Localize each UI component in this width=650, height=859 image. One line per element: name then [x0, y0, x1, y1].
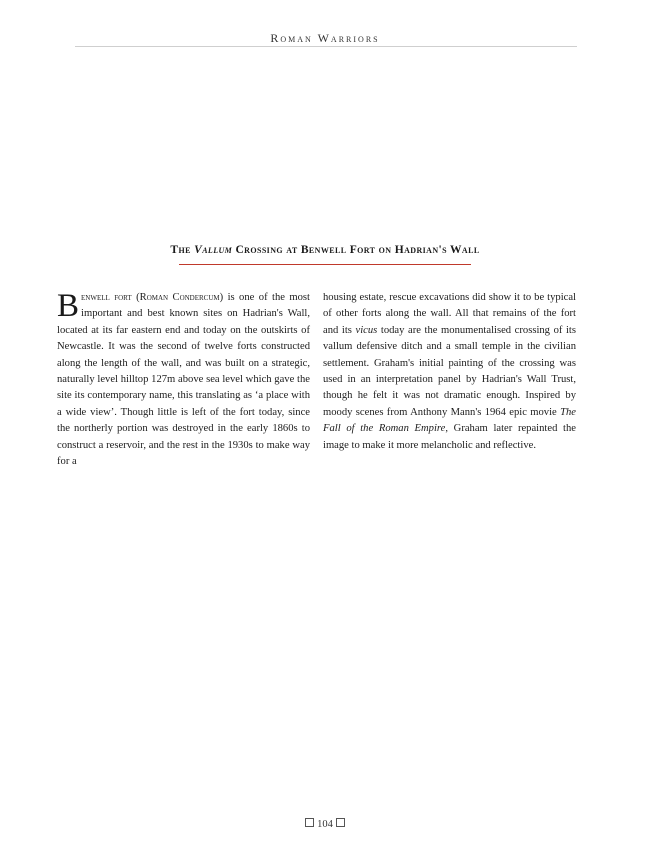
- section-title-pre: The: [170, 244, 195, 256]
- square-ornament-icon: [305, 818, 314, 827]
- header-rule: [75, 46, 577, 47]
- section-title-post: Crossing at Benwell Fort on Hadrian's Wall: [232, 244, 480, 256]
- right-italic-film-title: The Fall of the Roman Empire: [323, 406, 576, 435]
- lead-in-smallcaps: enwell fort (Roman Condercum): [81, 292, 224, 303]
- page-number-value: 104: [317, 819, 333, 830]
- body-column-right: [323, 290, 576, 454]
- body-column-left: [57, 290, 310, 470]
- section-title: [0, 244, 650, 256]
- left-column-text: is one of the most important and best known sites on Hadrian's Wall, located at its far eastern end and today on the outskirts of Newcastle. It was the second of twelve forts constructed along the length of the wall, and was built on a strategic, naturally level hilltop 127m above sea level which gave the site its contemporary name, this translating as ‘a place with a wide view’. Though little is left of the fort today, since the northerly portion was destroyed in the early 1860s to construct a reservoir, and the rest in the 1930s to make way for a: [57, 292, 310, 468]
- right-text-b: today are the monumentalised crossing of its vallum defensive ditch and a small temple in the civilian settlement. Graham's initial painting of the crossing was used in an interpretation panel by Hadrian's Wall Trust, though he felt it was not dramatic enough. Inspired by moody scenes from Anthony Mann's 1964 epic movie: [323, 324, 576, 418]
- drop-cap: B: [57, 288, 80, 324]
- section-title-italic: Vallum: [194, 244, 233, 256]
- running-head: Roman Warriors: [270, 31, 380, 45]
- page-number: [0, 818, 650, 830]
- right-text-a: housing estate, rescue excavations did show it to be typical of other forts along the wall. All that remains of the fort and its: [323, 292, 576, 336]
- square-ornament-icon: [336, 818, 345, 827]
- right-italic-vicus: vicus: [355, 324, 378, 336]
- right-text-c: , Graham later repainted the image to make it more melancholic and reflective.: [323, 423, 576, 451]
- section-title-rule: [179, 264, 471, 265]
